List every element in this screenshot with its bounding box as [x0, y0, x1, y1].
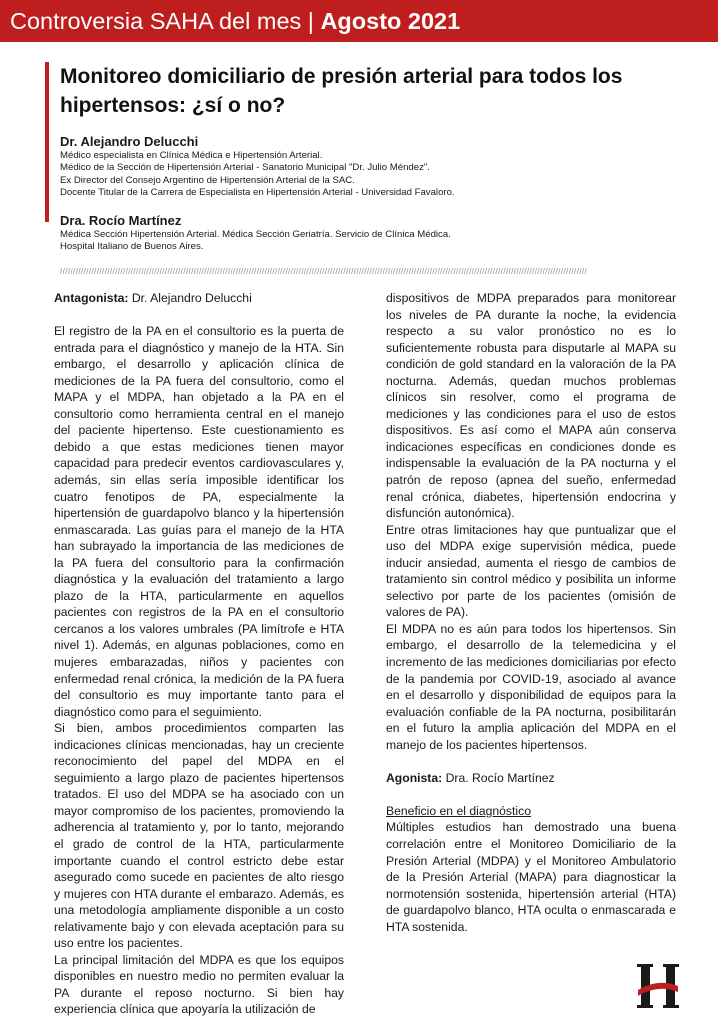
author-affiliation: Docente Titular de la Carrera de Especialista en Hipertensión Arterial - Universidad Favaloro.: [60, 187, 455, 199]
paragraph: El MDPA no es aún para todos los hipertensos. Sin embargo, el desarrollo de la telemedicina y el incremento de las mediciones domiciliarias por efecto de la pandemia por COVID-19, asociado al avance en el desarrollo y disponibilidad de equipos para la evaluación confiable de la PA nocturna, posibilitarán en el futuro la amplia aplicación del MDPA en el manejo de los pacientes hipertensos.: [386, 621, 676, 752]
author-affiliation: Hospital Italiano de Buenos Aires.: [60, 241, 204, 253]
left-column: [54, 290, 344, 1018]
antagonist-label: Antagonista:: [54, 291, 129, 305]
right-column: [386, 290, 676, 935]
section-divider: /////////////////////////////////////////////////////////////////////////////////////////////////////////////////////////////////////////////////////////////////////////////////////////////////////////: [60, 268, 588, 276]
author-affiliation: Médico especialista en Clínica Médica e Hipertensión Arterial.: [60, 150, 323, 161]
author-affiliation: Médica Sección Hipertensión Arterial. Médica Sección Geriatría. Servicio de Clínica Médica.: [60, 229, 451, 240]
author-block-1: [60, 134, 710, 200]
paragraph: dispositivos de MDPA preparados para monitorear los niveles de PA durante la noche, la evidencia respecto a su valor pronóstico no es lo suficientemente robusta para disputarle al MAPA su condición de gold standard en la valoración de la PA nocturna. Además, quedan muchos problemas clínicos sin resolver, como el programa de mediciones y las condiciones para el uso de estos dispositivos. Es así como el MAPA aún conserva indicaciones específicas en condiciones donde es indispensable la evaluación de la PA nocturna y el patrón de reposo (apnea del sueño, enfermedad renal crónica, diabetes, hipertensión endocrina y disfunción autonómica).: [386, 291, 676, 521]
spacer: [386, 753, 676, 770]
spacer: [386, 786, 676, 803]
agonist-label: Agonista:: [386, 770, 443, 785]
author-block-2: [60, 213, 710, 254]
author-affiliation: Médico de la Sección de Hipertensión Arterial - Sanatorio Municipal "Dr. Julio Méndez".: [60, 162, 430, 174]
banner-date: Agosto 2021: [320, 8, 461, 34]
saha-logo-icon: [634, 962, 682, 1010]
paragraph: Entre otras limitaciones hay que puntualizar que el uso del MDPA exige supervisión médica, puede inducir ansiedad, aumenta el riesgo de cambios de tratamiento sin control médico y posibilita un informe selectivo por parte de los pacientes (omisión de valores de PA).: [386, 522, 676, 620]
spacer: [54, 307, 344, 324]
agonist-name: Dra. Rocío Martínez: [442, 770, 555, 785]
paragraph: Múltiples estudios han demostrado una buena correlación entre el Monitoreo Domiciliario de la Presión Arterial (MDPA) y el Monitoreo Ambulatorio de la Presión Arterial (MAPA) para diagnosticar la normotensión sostenida, hipertensión arterial (HTA) de guardapolvo blanco, HTA oculta o enmascarada e HTA sostenida.: [386, 820, 676, 934]
paragraph: Si bien, ambos procedimientos comparten las indicaciones clínicas mencionadas, hay un creciente reconocimiento del papel del MDPA en el seguimiento a largo plazo de pacientes hipertensos tratados. El uso del MDPA se ha asociado con un mayor compromiso de los pacientes, promoviendo la adherencia al tratamiento y, por lo tanto, mejorando el grado de control de la HTA, particularmente importante cuando el control estricto debe estar asegurado como sucede en pacientes de alto riesgo y mujeres con HTA durante el embarazo. Además, es una metodología ampliamente disponible a un costo relativamente bajo y con elevada aceptación para su uso entre los pacientes.: [54, 721, 344, 951]
header-banner: [0, 0, 718, 42]
author-affiliation: Ex Director del Consejo Argentino de Hipertensión Arterial de la SAC.: [60, 174, 355, 186]
agonist-line: [386, 770, 676, 787]
article-title: Monitoreo domiciliario de presión arterial para todos los hipertensos: ¿sí o no?: [60, 65, 623, 117]
title-accent-bar: [45, 62, 49, 222]
author-name: Dra. Rocío Martínez: [60, 213, 182, 228]
section-subheading: Beneficio en el diagnóstico: [386, 803, 531, 818]
banner-prefix: Controversia SAHA del mes |: [10, 8, 321, 34]
antagonist-line: [54, 290, 344, 307]
paragraph: El registro de la PA en el consultorio es la puerta de entrada para el diagnóstico y manejo de la HTA. Sin embargo, el desarrollo y aplicación clínica de mediciones de la PA fuera del consultorio, como el MAPA y el MDPA, han objetado a la PA en el consultorio como herramienta central en el manejo del paciente hipertenso. Este cuestionamiento es debido a que estas mediciones tienen mayor capacidad para predecir eventos cardiovasculares y, además, sin ellas sería imposible identificar los cuatro fenotipos de PA, especialmente la hipertensión de guardapolvo blanco y la hipertensión enmascarada. Las guías para el manejo de la HTA han subrayado la importancia de las mediciones de la PA fuera del consultorio para la confirmación diagnóstica y la evaluación del tratamiento a largo plazo de la HTA, particularmente en aquellos pacientes con registros de la PA en el consultorio cercanos a los valores umbrales (PA limítrofe e HTA nivel 1). Además, en algunas poblaciones, como en mujeres embarazadas, niños y pacientes con enfermedad renal crónica, la medición de la PA fuera del consultorio es muy importante tanto para el diagnóstico como para el seguimiento.: [54, 324, 344, 719]
author-name: Dr. Alejandro Delucchi: [60, 134, 199, 149]
antagonist-name: Dr. Alejandro Delucchi: [128, 291, 252, 305]
paragraph: La principal limitación del MDPA es que los equipos disponibles en nuestro medio no permiten evaluar la PA durante el reposo nocturno. Si bien hay experiencia clínica que apoyaría la utilización de: [54, 952, 344, 1017]
